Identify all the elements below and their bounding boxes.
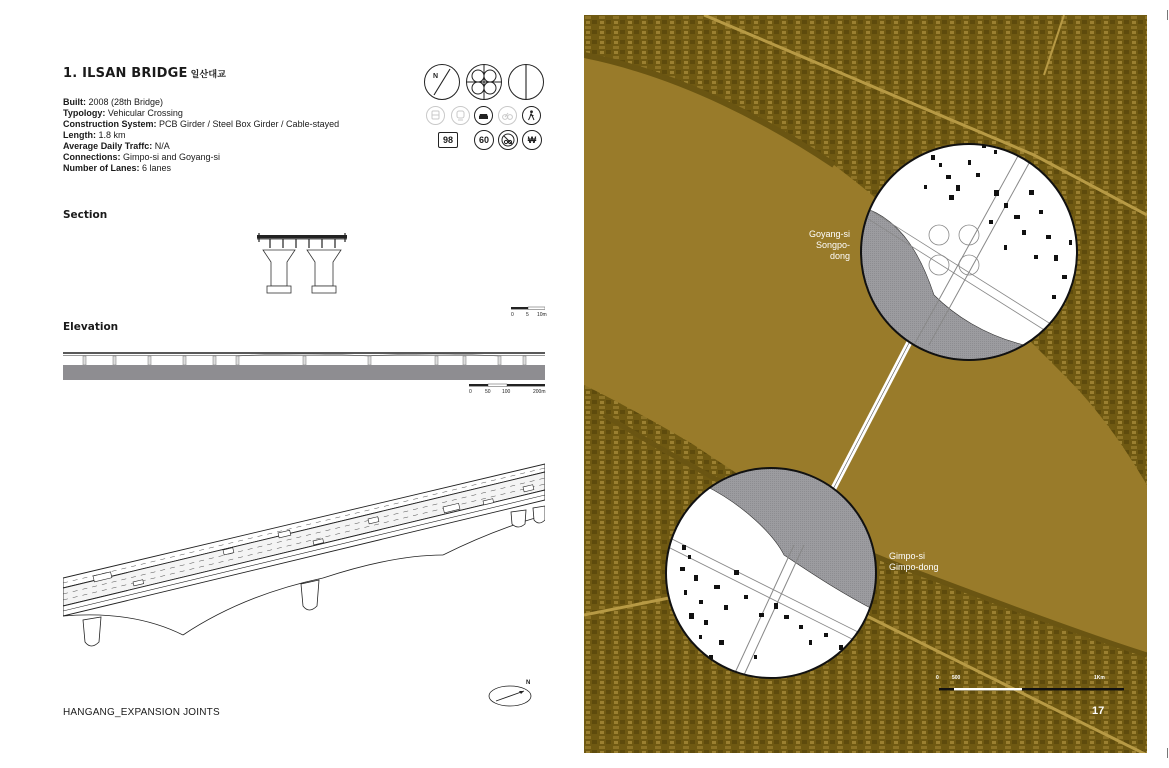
interchange-icon xyxy=(466,64,502,100)
spec-typology xyxy=(63,108,339,119)
section-heading: Section xyxy=(63,209,108,221)
spec-label: Built: xyxy=(63,97,86,107)
car-icon xyxy=(474,106,493,125)
scale-label: 0 xyxy=(469,389,472,395)
spec-label: Length: xyxy=(63,130,96,140)
toll-symbol: ₩ xyxy=(527,135,537,145)
title-korean: 일산대교 xyxy=(190,70,227,80)
spec-lanes xyxy=(63,163,339,174)
spec-value: 2008 (28th Bridge) xyxy=(86,97,164,107)
gimpo-dong: Gimpo-dong xyxy=(889,562,939,572)
scale-label: 0 xyxy=(511,312,514,318)
spec-value: Vehicular Crossing xyxy=(105,108,183,118)
scale-label: 5 xyxy=(526,312,529,318)
spec-label: Typology: xyxy=(63,108,106,118)
spec-list xyxy=(63,97,339,174)
toll-sign xyxy=(522,130,542,150)
spec-value: Gimpo-si and Goyang-si xyxy=(120,152,221,162)
spec-label: Average Daily Traffc: xyxy=(63,141,153,151)
spec-label: Number of Lanes: xyxy=(63,163,140,173)
scale-label: 1Km xyxy=(1094,675,1105,681)
subway-icon xyxy=(451,106,470,125)
spec-value: PCB Girder / Steel Box Girder / Cable-stayed xyxy=(156,119,340,129)
spec-value: 6 lanes xyxy=(139,163,172,173)
axonometric-drawing xyxy=(63,460,545,655)
scale-label: 200m xyxy=(533,389,546,395)
scale-label: 50 xyxy=(485,389,491,395)
spec-construction xyxy=(63,119,339,130)
gimpo-label xyxy=(889,551,939,573)
gimpo-city: Gimpo-si xyxy=(889,551,926,561)
title-main: 1. ILSAN BRIDGE xyxy=(63,66,188,81)
north-label: N xyxy=(526,680,531,686)
spec-value: N/A xyxy=(152,141,170,151)
straight-road-icon xyxy=(508,64,544,100)
route-number: 98 xyxy=(442,135,453,145)
spec-label: Construction System: xyxy=(63,119,157,129)
orientation-icon xyxy=(424,64,460,100)
bus-icon xyxy=(426,106,445,125)
spec-label: Connections: xyxy=(63,152,121,162)
page-title xyxy=(63,66,226,81)
spec-length xyxy=(63,130,339,141)
goyang-dong: Songpo-dong xyxy=(815,240,850,261)
scale-label: 10m xyxy=(537,312,547,318)
scale-label: 0 xyxy=(936,675,939,681)
speed-limit-value: 60 xyxy=(478,135,489,145)
speed-limit-sign xyxy=(474,130,494,150)
svg-text:N: N xyxy=(433,73,439,80)
map-canvas xyxy=(584,15,1147,753)
scale-label: 500 xyxy=(952,675,961,681)
north-arrow xyxy=(486,680,546,710)
spec-traffic xyxy=(63,141,339,152)
crop-mark xyxy=(1167,748,1168,758)
spec-built xyxy=(63,97,339,108)
page-number: 17 xyxy=(1092,705,1105,717)
goyang-city: Goyang-si xyxy=(808,229,850,239)
left-page xyxy=(0,0,584,768)
bicycle-icon xyxy=(498,106,517,125)
pedestrian-icon xyxy=(522,106,541,125)
goyang-label xyxy=(796,229,850,262)
spec-connections xyxy=(63,152,339,163)
scale-label: 100 xyxy=(502,389,511,395)
aerial-map xyxy=(584,15,1147,753)
section-drawing xyxy=(255,228,351,298)
crop-mark xyxy=(1167,10,1168,20)
no-cycling-sign xyxy=(498,130,518,150)
spec-value: 1.8 km xyxy=(96,130,126,140)
footer-label: HANGANG_EXPANSION JOINTS xyxy=(63,707,220,718)
elevation-drawing xyxy=(63,350,545,382)
route-sign xyxy=(438,132,458,148)
elevation-heading: Elevation xyxy=(63,321,119,333)
map-scale xyxy=(936,675,1126,689)
